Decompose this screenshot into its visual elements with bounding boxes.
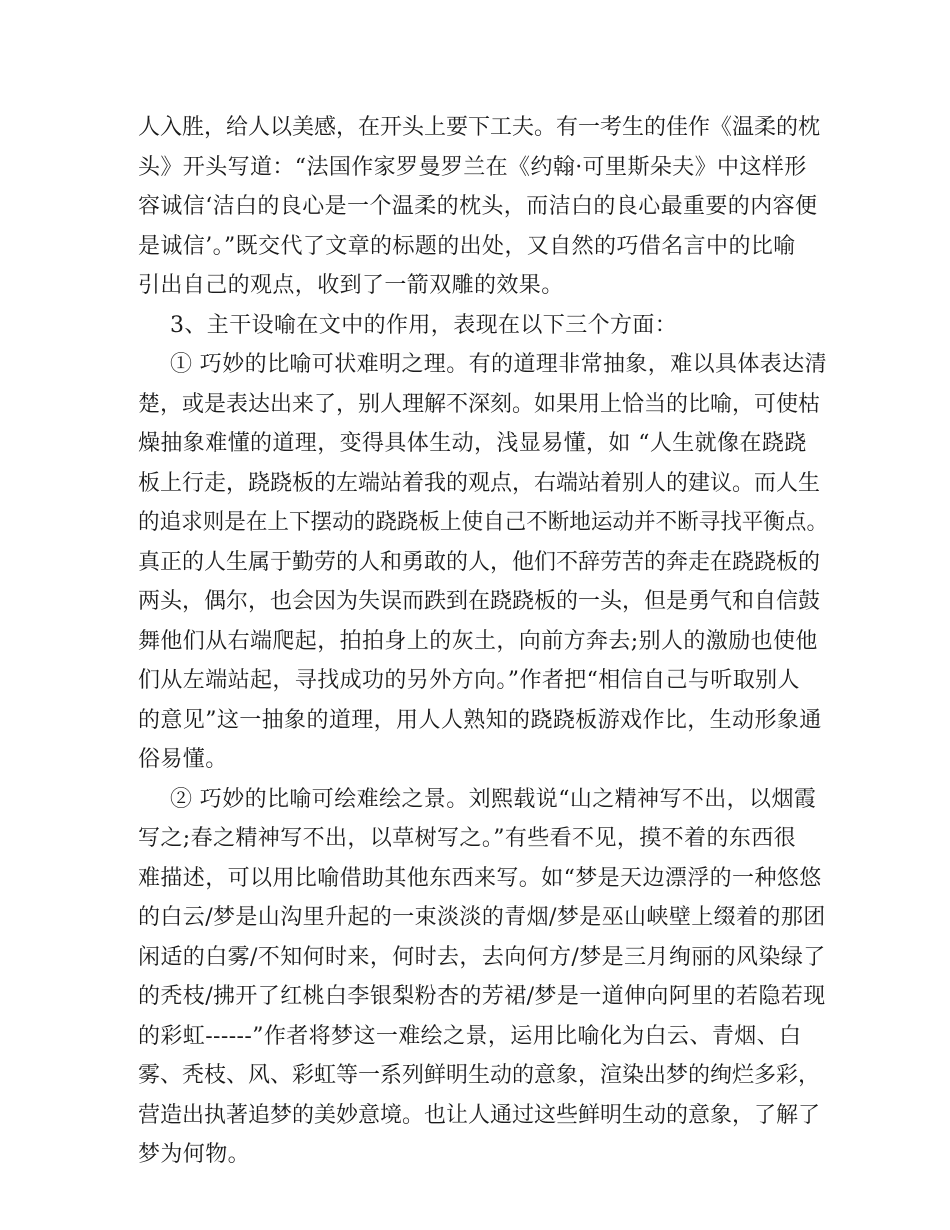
text-line: 是诚信’。”既交代了文章的标题的出处，又自然的巧借名言中的比喻: [138, 233, 796, 259]
text-line: 营造出执著追梦的美妙意境。也让人通过这些鲜明生动的意象，了解了: [138, 1102, 821, 1128]
text-line: 楚，或是表达出来了，别人理解不深刻。如果用上恰当的比喻，可使枯: [138, 391, 821, 417]
text-line: 舞他们从右端爬起，拍拍身上的灰土，向前方奔去;别人的激励也使他: [138, 628, 818, 654]
text-line: 人入胜，给人以美感，在开头上要下工夫。有一考生的佳作《温柔的枕: [138, 115, 821, 140]
text-line: 真正的人生属于勤劳的人和勇敢的人，他们不辞劳苦的奔走在跷跷板的: [138, 549, 821, 575]
document-body: [138, 108, 828, 1175]
text-line: 的彩虹------”作者将梦这一难绘之景，运用比喻化为白云、青烟、白: [138, 1023, 802, 1049]
text-line: 俗易懂。: [138, 747, 228, 772]
text-line: 的追求则是在上下摆动的跷跷板上使自己不断地运动并不断寻找平衡点。: [138, 510, 829, 535]
text-line: 引出自己的观点，收到了一箭双雕的效果。: [138, 273, 564, 298]
text-line: 板上行走，跷跷板的左端站着我的观点，右端站着别人的建议。而人生: [138, 470, 821, 496]
text-line: 两头，偶尔，也会因为失误而跌到在跷跷板的一头，但是勇气和自信鼓: [138, 589, 821, 614]
paragraph: [138, 306, 828, 346]
paragraph: [138, 780, 828, 1175]
text-line: ① 巧妙的比喻可状难明之理。有的道理非常抽象，难以具体表达清: [170, 352, 827, 377]
text-line: 的秃枝/拂开了红桃白李银梨粉杏的芳裙/梦是一道伸向阿里的若隐若现: [138, 984, 826, 1009]
text-line: 闲适的白雾/不知何时来，何时去，去向何方/梦是三月绚丽的风染绿了: [138, 944, 826, 970]
text-line: 3、主干设喻在文中的作用，表现在以下三个方面：: [170, 312, 678, 338]
text-line: 雾、秃枝、风、彩虹等一系列鲜明生动的意象，渲染出梦的绚烂多彩，: [138, 1063, 821, 1088]
text-line: 燥抽象难懂的道理，变得具体生动，浅显易懂，如 “人生就像在跷跷: [138, 431, 807, 456]
text-line: 头》开头写道：“法国作家罗曼罗兰在《约翰·可里斯朵夫》中这样形: [138, 154, 807, 180]
text-line: 的意见”这一抽象的道理，用人人熟知的跷跷板游戏作比，生动形象通: [138, 707, 822, 733]
paragraph: [138, 345, 828, 780]
text-line: ② 巧妙的比喻可绘难绘之景。刘熙载说“山之精神写不出，以烟霞: [170, 786, 817, 812]
text-line: 的白云/梦是山沟里升起的一束淡淡的青烟/梦是巫山峡壁上缀着的那团: [138, 905, 826, 930]
text-line: 们从左端站起，寻找成功的另外方向。”作者把“相信自己与听取别人: [138, 668, 800, 693]
text-line: 难描述，可以用比喻借助其他东西来写。如“梦是天边漂浮的一种悠悠: [138, 865, 822, 891]
text-line: 容诚信‘洁白的良心是一个温柔的枕头，而洁白的良心最重要的内容便: [138, 194, 818, 219]
text-line: 写之;春之精神写不出，以草树写之。”有些看不见，摸不着的东西很: [138, 826, 797, 851]
text-line: 梦为何物。: [138, 1142, 251, 1167]
paragraph: [138, 108, 828, 306]
